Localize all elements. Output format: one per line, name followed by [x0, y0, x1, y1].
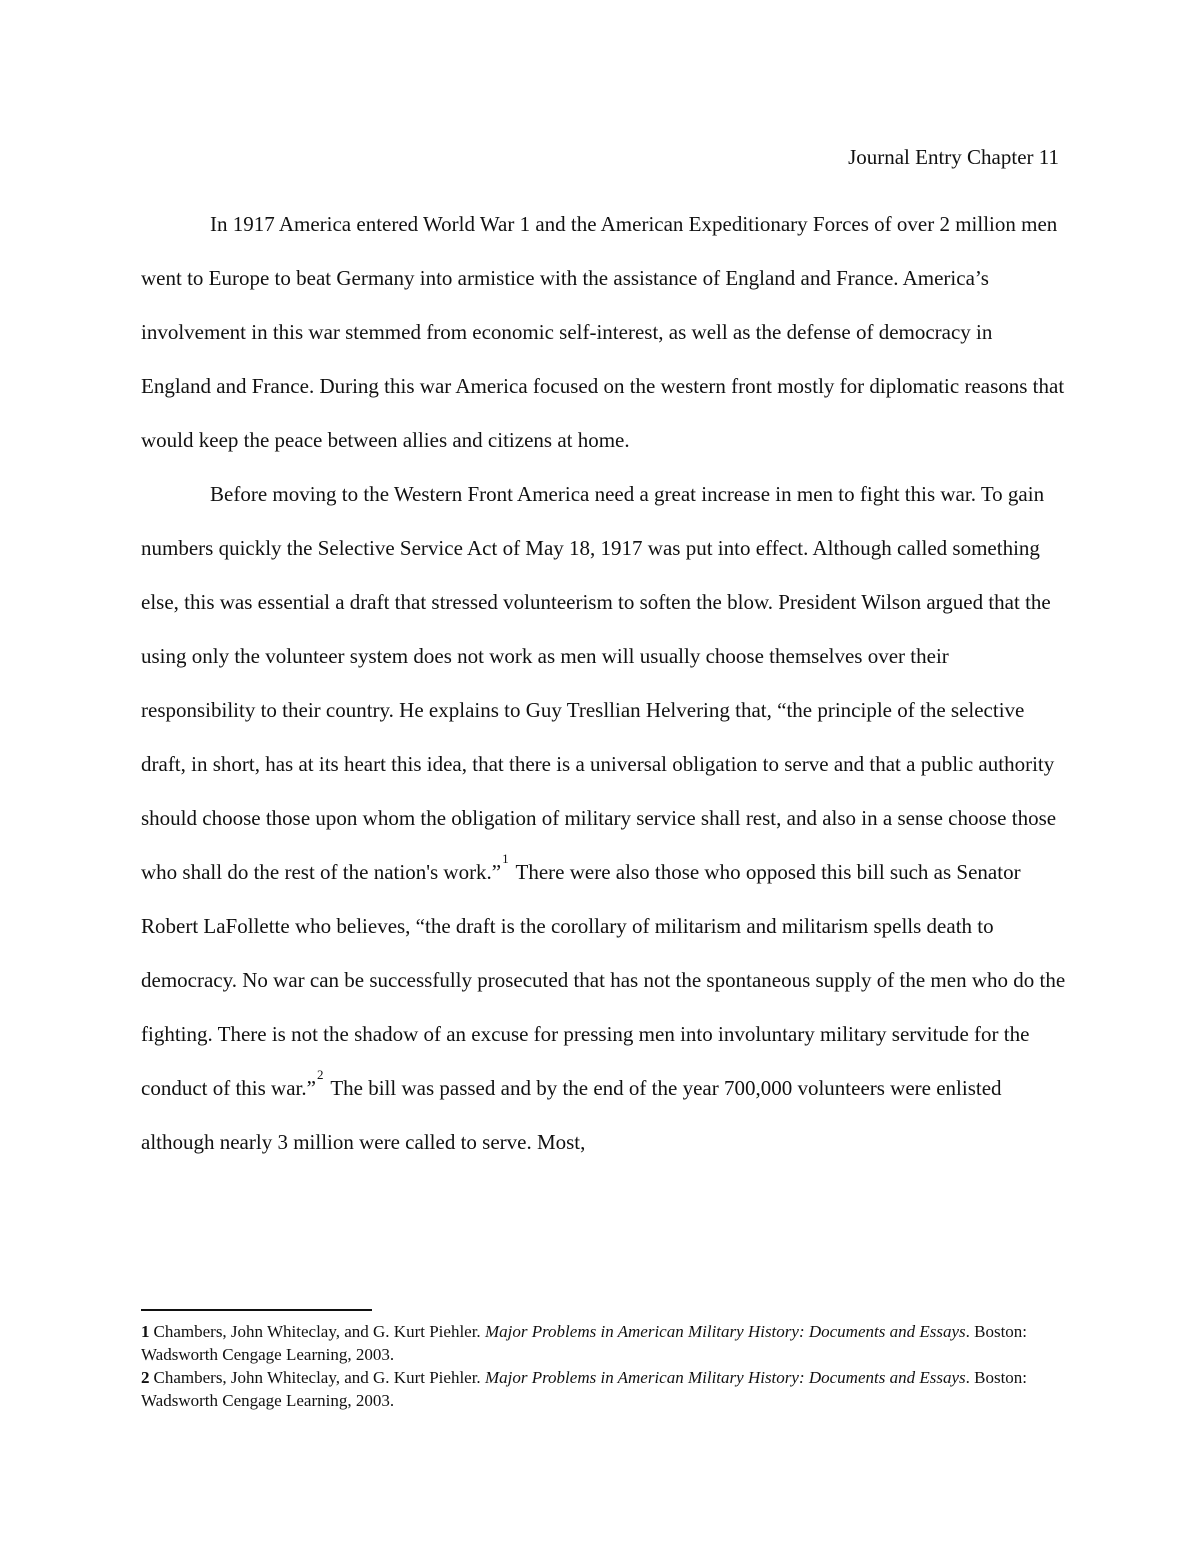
document-body [141, 197, 1066, 1169]
paragraph-2 [141, 467, 1066, 1169]
footnotes [141, 1320, 1066, 1412]
paragraph-1-text: In 1917 America entered World War 1 and the American Expeditionary Forces of over 2 million men went to Europe to beat Germany into armistice with the assistance of England and France. America’s involvement in this war stemmed from economic self-interest, as well as the defense of democracy in England and France. During this war America focused on the western front mostly for diplomatic reasons that would keep the peace between allies and citizens at home. [141, 212, 1065, 452]
paragraph-2-text-part-1: Before moving to the Western Front America need a great increase in men to fight this war. To gain numbers quickly the Selective Service Act of May 18, 1917 was put into effect. Although called something else, this was essential a draft that stressed volunteerism to soften the blow. President Wilson argued that the using only the volunteer system does not work as men will usually choose themselves over their responsibility to their country. He explains to Guy Tresllian Helvering that, “the principle of the selective draft, in short, has at its heart this idea, that there is a universal obligation to serve and that a public authority should choose those upon whom the obligation of military service shall rest, and also in a sense choose those who shall do the rest of the nation's work.” [141, 482, 1057, 884]
paragraph-2-text-part-2: There were also those who opposed this bill such as Senator Robert LaFollette who believes, “the draft is the corollary of militarism and militarism spells death to democracy. No war can be successfully prosecuted that has not the spontaneous supply of the men who do the fighting. There is not the shadow of an excuse for pressing men into involuntary military servitude for the conduct of this war.” [141, 860, 1066, 1100]
footnote-ref-2[interactable]: 2 [316, 1067, 324, 1082]
footnote-title: Major Problems in American Military History: Documents and Essays [484, 1322, 966, 1341]
footnote-title: Major Problems in American Military History: Documents and Essays [484, 1368, 966, 1387]
page-header: Journal Entry Chapter 11 [848, 145, 1059, 169]
footnote-1 [141, 1320, 1066, 1366]
paragraph-2-text-part-3: The bill was passed and by the end of the year 700,000 volunteers were enlisted although nearly 3 million were called to serve. Most, [141, 1076, 1002, 1154]
paragraph-1 [141, 197, 1066, 467]
footnote-number: 2 [141, 1368, 150, 1387]
footnote-publication: . Boston: Wadsworth Cengage Learning, 2003. [141, 1368, 1028, 1410]
footnote-ref-1[interactable]: 1 [502, 851, 509, 866]
footnote-separator [141, 1309, 372, 1311]
footnote-number: 1 [141, 1322, 150, 1341]
footnote-2 [141, 1366, 1066, 1412]
footnote-authors: Chambers, John Whiteclay, and G. Kurt Piehler. [153, 1322, 481, 1341]
footnote-authors: Chambers, John Whiteclay, and G. Kurt Piehler. [153, 1368, 481, 1387]
footnote-publication: . Boston: Wadsworth Cengage Learning, 2003. [141, 1322, 1028, 1364]
